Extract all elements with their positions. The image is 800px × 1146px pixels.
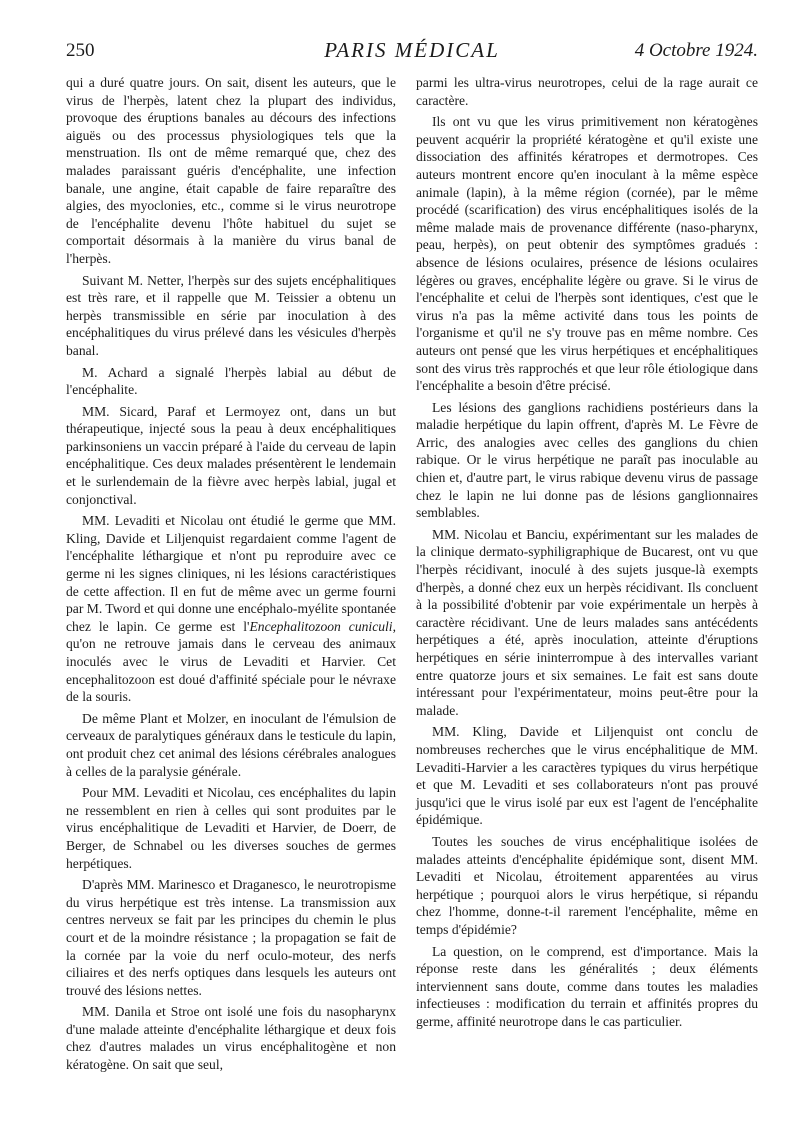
paragraph: [66, 512, 396, 706]
journal-title: PARIS MÉDICAL: [324, 38, 500, 62]
issue-date: 4 Octobre 1924.: [634, 40, 758, 61]
paragraph: Les lésions des ganglions rachidiens postérieurs dans la maladie herpétique du lapin offrent, d'après M. Le Fèvre de Arric, des analogies avec celles des ganglions du chien rabique. Or le virus herpétique ne paraît pas inoculable au chien et, d'autre part, le virus rabique devenu virus de passage chez le lapin ne lui donne pas de lésions ganglionnaires semblables.: [416, 399, 758, 521]
paragraph: De même Plant et Molzer, en inoculant de l'émulsion de cerveaux de paralytiques généraux dans le testicule du lapin, ont produit chez cet animal des lésions cérébrales analogues à celles de la paralysie générale.: [66, 710, 396, 779]
paragraph-text: MM. Levaditi et Nicolau ont étudié le germe que MM. Kling, Davide et Liljenquist regardaient comme l'agent de l'encéphalite léthargique et n'ont pu reproduire avec ce germe ni les signes cliniques, ni les lésions caractéristiques de cette affection. Il en fut de même avec un germe fourni par M. Tword et qui donne une encéphalo-myélite spontanée chez le lapin. Ce germe est l': [66, 513, 396, 634]
paragraph: parmi les ultra-virus neurotropes, celui de la rage aurait ce caractère.: [416, 75, 758, 108]
paragraph: MM. Danila et Stroe ont isolé une fois du nasopharynx d'une malade atteinte d'encéphalite léthargique et deux fois chez d'autres malades un virus encéphalitogène et non kératogène. On sait que seul,: [66, 1004, 396, 1073]
paragraph-text: , qu'on ne retrouve jamais dans le cerveau des animaux inoculés avec le virus de Levaditi et Harvier. Cet encephalitozoon est doué d'affinité spéciale pour le névraxe de la souris.: [66, 618, 396, 705]
paragraph: MM. Sicard, Paraf et Lermoyez ont, dans un but thérapeutique, injecté sous la peau à deux encéphalitiques parkinsoniens un vaccin préparé à l'aide du cerveau de lapin encéphalitique. Ces deux malades présentèrent le lendemain et le surlendemain de la fièvre avec herpès labial, jugal et conjonctival.: [66, 403, 396, 507]
paragraph: MM. Kling, Davide et Liljenquist ont conclu de nombreuses recherches que le virus encéphalitique de MM. Levaditi-Harvier a les caractères typiques du virus herpétique et que M. Levaditi et ses collaborateurs n'ont pas prouvé jusqu'ici que le virus isolé par eux est l'agent de l'encéphalite épidémique.: [416, 724, 758, 828]
paragraph: MM. Nicolau et Banciu, expérimentant sur les malades de la clinique dermato-syphiligraphique de Bucarest, ont vu que l'herpès récidivant, inoculé à des sujets jusque-là exempts d'herpès, a donné chez eux un herpès récidivant. Ils concluent à la possibilité d'obtenir par voie expérimentale un herpès à caractère récidivant. Une de leurs malades sans antécédents herpétiques a été, après inoculation, atteinte d'éruptions herpétiques en série ininterrompue à des intervalles variant entre quatorze jours et six semaines. Le fait est sans doute intéressant pour l'expérimentateur, moins peut-être pour la malade.: [416, 526, 758, 718]
paragraph: Suivant M. Netter, l'herpès sur des sujets encéphalitiques est très rare, et il rappelle que M. Teissier a obtenu un herpès transmissible en série par inoculation à des encéphalitiques du virus prélevé dans les vésicules d'herpès banal.: [66, 272, 396, 358]
italic-term: Encephalitozoon cuniculi: [249, 618, 393, 634]
paragraph: Ils ont vu que les virus primitivement non kératogènes peuvent acquérir la propriété kératogène et qu'il existe une dissociation des affinités kératropes et dermotropes. Ces auteurs montrent encore qu'en inoculant à la même espèce animale (lapin), à la même région (cornée), par le même procédé (scarification) des virus encéphalitiques isolés de la même malade mais de provenance différente (naso-pharynx, peau, herpès), on peut obtenir des symptômes gradués : absence de lésions oculaires, présence de lésions oculaires légères ou graves, encéphalite légère ou grave. Si le virus de l'encéphalite et celui de l'herpès sont identiques, c'est que le virus n'a pas la même activité dans tous les points de l'organisme et qu'il ne s'y trouve pas en même nombre. Ces auteurs ont pensé que les virus herpétiques et encéphalitiques sont des virus très rapprochés et que leur rôle étiologique dans l'encéphalite a besoin d'être précisé.: [416, 114, 758, 394]
page-header: [66, 40, 758, 68]
paragraph: La question, on le comprend, est d'importance. Mais la réponse reste dans les généralités ; deux éléments interviennent sans doute, comme dans toutes les maladies infectieuses : modification du terrain et affinités propres du germe, affinité neurotrope dans le cas particulier.: [416, 943, 758, 1029]
right-column: [416, 74, 758, 1034]
paragraph: qui a duré quatre jours. On sait, disent les auteurs, que le virus de l'herpès, latent chez la plupart des individus, provoque des éruptions banales au décours des infections aiguës ou des processus physiologiques tels que la menstruation. Ils ont de même remarqué que, chez des malades paraissant guéris d'encéphalite, une infection banale, une angine, était capable de faire reparaître des algies, des myoclonies, etc., comme si le virus neurotrope de l'encéphalite devenu l'hôte habituel du sujet se comportait désormais à la manière du virus banal de l'herpès.: [66, 75, 396, 266]
left-column: [66, 74, 396, 1078]
page-number: 250: [66, 40, 95, 61]
paragraph: M. Achard a signalé l'herpès labial au début de l'encéphalite.: [66, 364, 396, 398]
paragraph: Pour MM. Levaditi et Nicolau, ces encéphalites du lapin ne ressemblent en rien à celles qui sont produites par le virus encéphalitique de Levaditi et Harvier, de Doerr, de Berger, de Schnabel ou les diverses souches de germes herpétiques.: [66, 785, 396, 871]
paragraph: D'après MM. Marinesco et Draganesco, le neurotropisme du virus herpétique est très intense. La transmission aux centres nerveux se fait par les principes du chemin le plus court et de la moindre résistance ; la propagation se fait de la cornée par la voie du nerf oculo-moteur, des nerfs ciliaires et des nerfs optiques dans lesquels les auteurs ont trouvé des lésions nettes.: [66, 877, 396, 998]
paragraph: Toutes les souches de virus encéphalitique isolées de malades atteints d'encéphalite épidémique sont, disent MM. Levaditi et Nicolau, étroitement apparentées au virus herpétique ; pourquoi alors le virus herpétique, si répandu chez l'homme, donne-t-il rarement l'encéphalite, même en temps d'épidémie?: [416, 833, 758, 937]
